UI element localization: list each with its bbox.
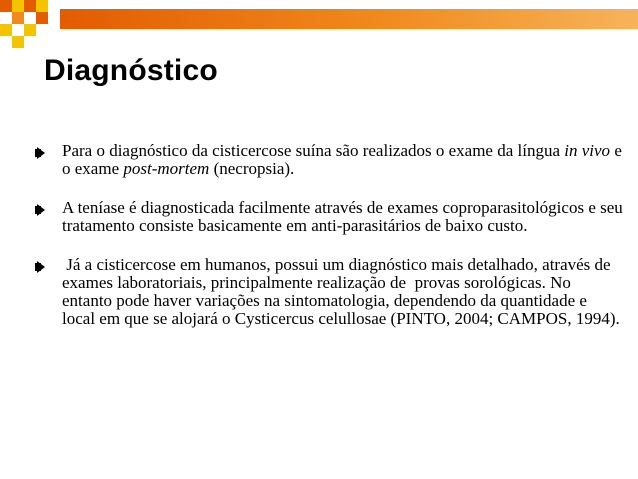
- square-bullet-icon: [34, 260, 48, 274]
- slide-title: Diagnóstico: [44, 54, 218, 87]
- bullet-item: [34, 199, 624, 235]
- deco-square: [0, 24, 12, 36]
- italic-term: in vivo: [564, 141, 611, 160]
- bullet-item: [34, 142, 624, 178]
- bullet-text: A teníase é diagnosticada facilmente através de exames coproparasitológicos e seu tratamento consiste basicamente em anti-parasitários de baixo custo.: [62, 198, 623, 235]
- italic-term: post-mortem: [123, 159, 210, 178]
- deco-square: [12, 36, 24, 48]
- bullet-list: [34, 142, 624, 349]
- deco-square: [24, 24, 36, 36]
- deco-square: [12, 12, 24, 24]
- header-bar: [60, 9, 638, 29]
- deco-square: [36, 12, 48, 24]
- square-bullet-icon: [34, 203, 48, 217]
- square-bullet-icon: [34, 146, 48, 160]
- deco-square: [24, 0, 36, 12]
- bullet-text-part: e o exame: [62, 141, 622, 178]
- bullet-text-part: Para o diagnóstico da cisticercose suína são realizados o exame da língua: [62, 141, 565, 160]
- bullet-item: [34, 256, 624, 328]
- bullet-text: [62, 142, 624, 178]
- bullet-text: Já a cisticercose em humanos, possui um diagnóstico mais detalhado, através de exames laboratoriais, principalmente realização de provas sorológicas. No entanto pode haver variações na sintomatologia, dependendo da quantidade e local em que se alojará o Cysticercus celullosae (PINTO, 2004; CAMPOS, 1994).: [62, 255, 620, 328]
- deco-square: [36, 0, 48, 12]
- bullet-text-part: (necropsia).: [209, 159, 295, 178]
- deco-square: [12, 0, 24, 12]
- deco-square: [0, 0, 12, 12]
